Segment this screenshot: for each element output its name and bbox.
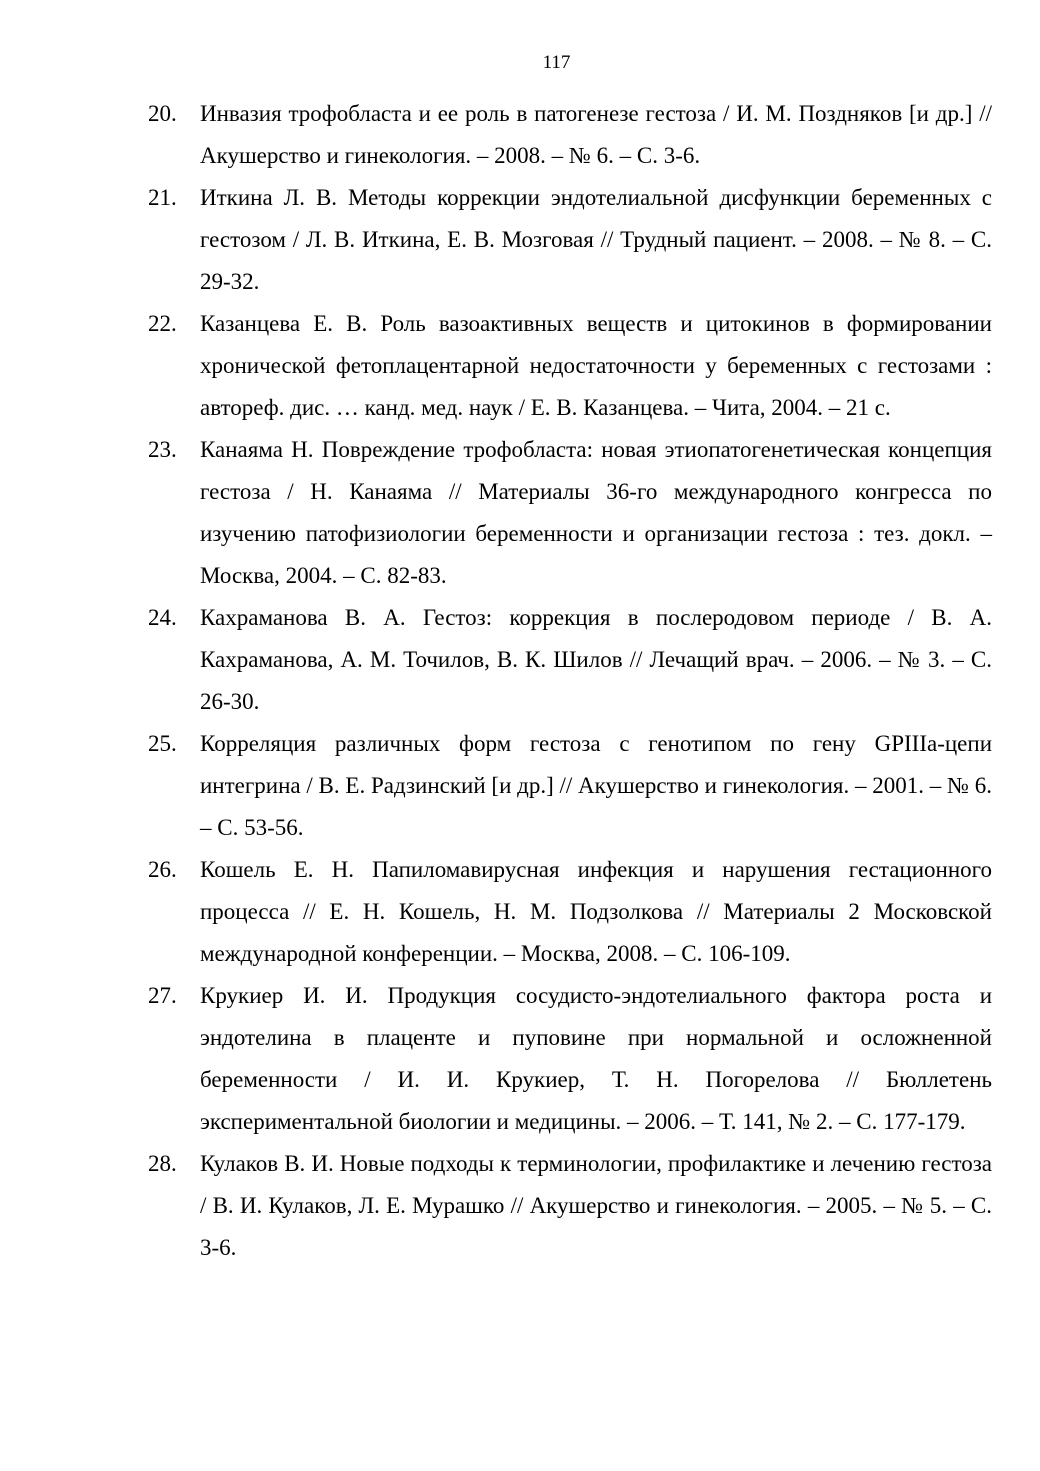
- reference-number: 21.: [148, 185, 177, 210]
- reference-number: 23.: [148, 437, 177, 462]
- reference-text: Кулаков В. И. Новые подходы к терминологии, профилактике и лечению гестоза / В. И. Кулаков, Л. Е. Мурашко // Акушерство и гинекология. – 2005. – № 5. – С. 3-6.: [200, 1151, 992, 1260]
- reference-text: Казанцева Е. В. Роль вазоактивных веществ и цитокинов в формировании хронической фетоплацентарной недостаточности у беременных с гестозами : автореф. дис. … канд. мед. наук / Е. В. Казанцева. – Чита, 2004. – 21 с.: [200, 311, 992, 420]
- reference-item: [148, 429, 992, 597]
- reference-item: [148, 303, 992, 429]
- reference-number: 27.: [148, 983, 177, 1008]
- reference-item: [148, 849, 992, 975]
- page-number: 117: [542, 52, 571, 73]
- reference-text: Крукиер И. И. Продукция сосудисто-эндотелиального фактора роста и эндотелина в плаценте и пуповине при нормальной и осложненной беременности / И. И. Крукиер, Т. Н. Погорелова // Бюллетень экспериментальной биологии и медицины. – 2006. – Т. 141, № 2. – С. 177-179.: [200, 983, 992, 1134]
- reference-text: Канаяма Н. Повреждение трофобласта: новая этиопатогенетическая концепция гестоза / Н. Канаяма // Материалы 36-го международного конгресса по изучению патофизиологии беременности и организации гестоза : тез. докл. – Москва, 2004. – С. 82-83.: [200, 437, 992, 588]
- reference-number: 20.: [148, 101, 177, 126]
- reference-item: [148, 93, 992, 177]
- reference-item: [148, 723, 992, 849]
- reference-text: Инвазия трофобласта и ее роль в патогенезе гестоза / И. М. Поздняков [и др.] // Акушерство и гинекология. – 2008. – № 6. – С. 3-6.: [200, 101, 992, 168]
- reference-text: Иткина Л. В. Методы коррекции эндотелиальной дисфункции беременных с гестозом / Л. В. Иткина, Е. В. Мозговая // Трудный пациент. – 2008. – № 8. – С. 29-32.: [200, 185, 992, 294]
- reference-text: Кахраманова В. А. Гестоз: коррекция в послеродовом периоде / В. А. Кахраманова, А. М. Точилов, В. К. Шилов // Лечащий врач. – 2006. – № 3. – С. 26-30.: [200, 605, 992, 714]
- reference-item: [148, 597, 992, 723]
- reference-text: Кошель Е. Н. Папиломавирусная инфекция и нарушения гестационного процесса // Е. Н. Кошель, Н. М. Подзолкова // Материалы 2 Московской международной конференции. – Москва, 2008. – С. 106-109.: [200, 857, 992, 966]
- reference-list: [148, 93, 992, 1269]
- reference-number: 25.: [148, 731, 177, 756]
- reference-number: 28.: [148, 1151, 177, 1176]
- reference-number: 24.: [148, 605, 177, 630]
- reference-item: [148, 1143, 992, 1269]
- reference-number: 26.: [148, 857, 177, 882]
- reference-item: [148, 177, 992, 303]
- reference-item: [148, 975, 992, 1143]
- reference-number: 22.: [148, 311, 177, 336]
- reference-text: Корреляция различных форм гестоза с генотипом по гену GPIIIa-цепи интегрина / В. Е. Радзинский [и др.] // Акушерство и гинекология. – 2001. – № 6. – С. 53-56.: [200, 731, 992, 840]
